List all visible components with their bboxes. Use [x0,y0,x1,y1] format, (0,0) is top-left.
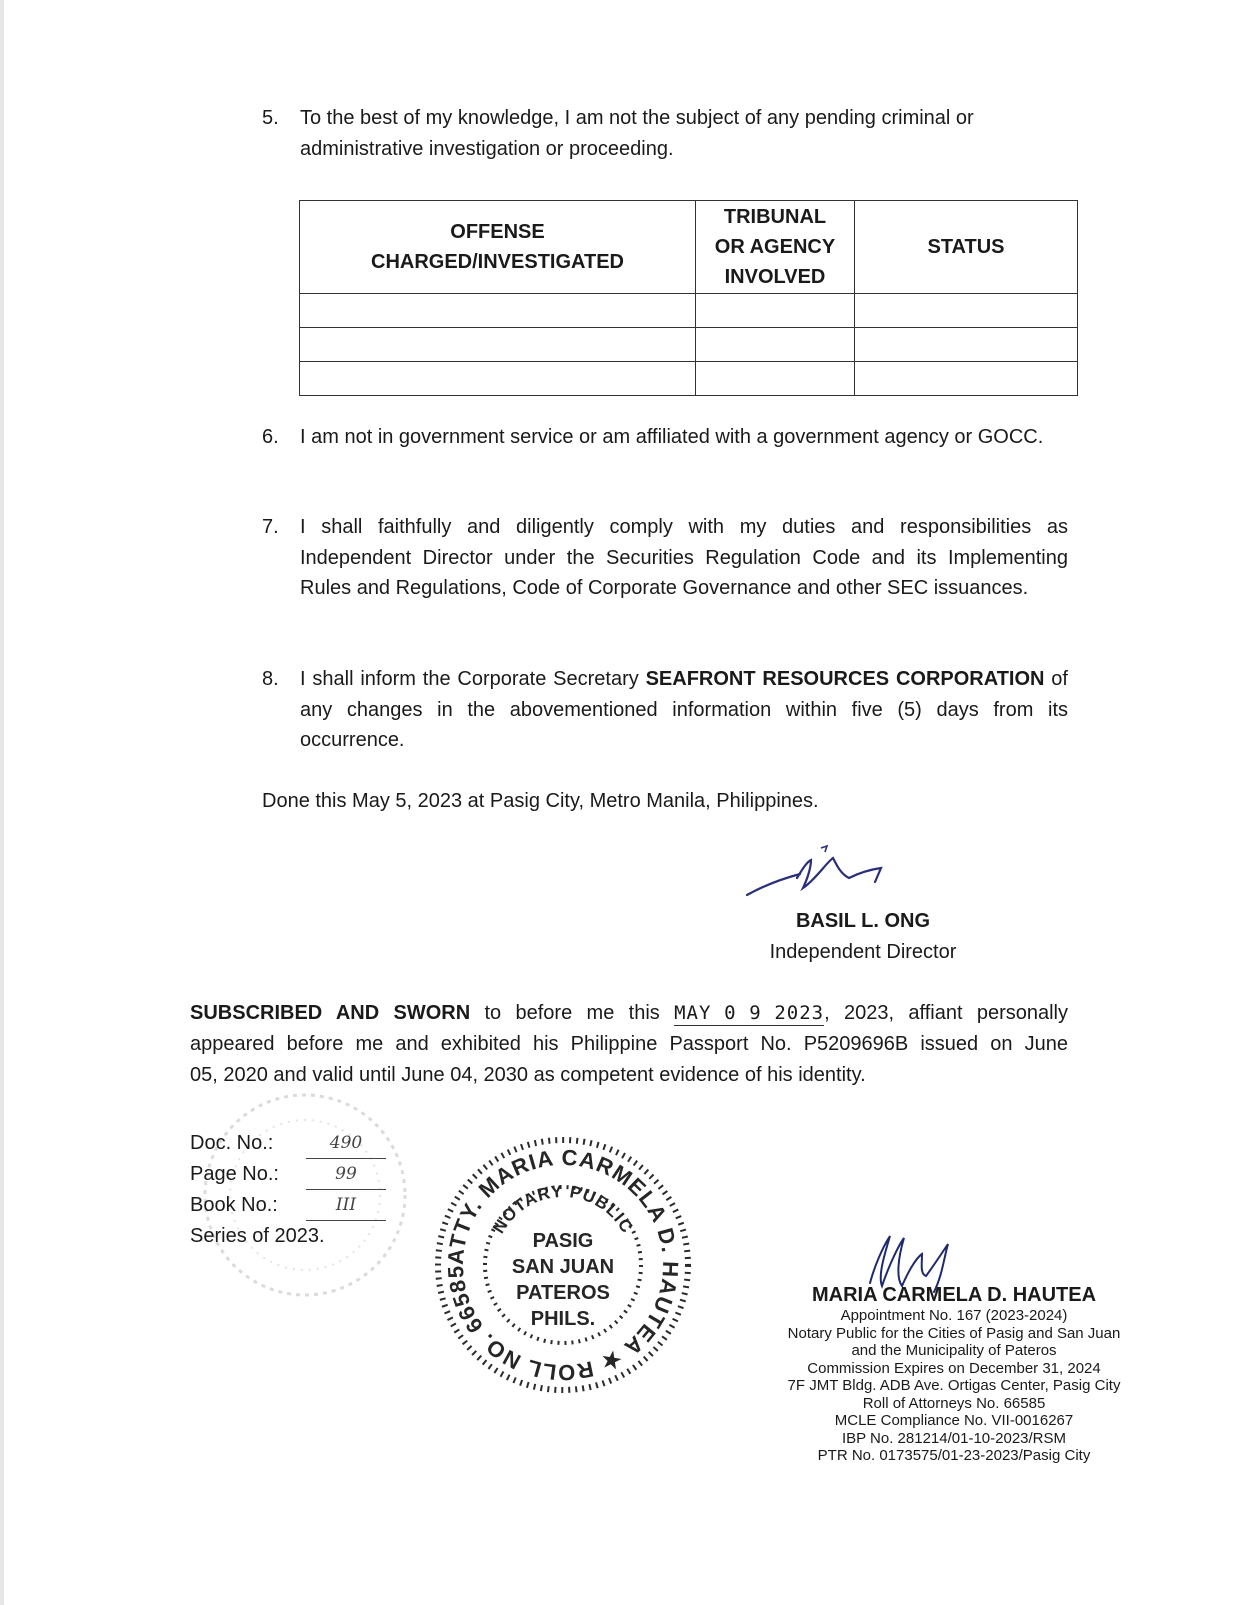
affiant-name: BASIL L. ONG [795,910,931,932]
jurat-line-1: SUBSCRIBED AND SWORN to before me this MAY 0 9 2023, 2023, affiant personally [190,1002,1068,1024]
header-offense: OFFENSE CHARGED/INVESTIGATED [300,201,696,294]
company-name: SEAFRONT RESOURCES CORPORATION [645,668,1045,690]
jurat-line-2: appeared before me and exhibited his Philippine Passport No. P5209696B issued on June [190,1033,1068,1055]
header-tribunal: TRIBUNAL OR AGENCY INVOLVED [696,201,855,294]
table-cell [855,294,1078,328]
page-edge-shadow [0,0,4,1605]
seal-line-4: PHILS. [530,1308,596,1330]
jurat-paragraph [190,998,1068,1091]
doc-no-value: 490 [306,1128,386,1159]
jurat-line-3: 05, 2020 and valid until June 04, 2030 as competent evidence of his identity. [190,1064,866,1086]
table-row [300,328,1078,362]
item-text: I shall faithfully and diligently comply with my duties and responsibilities as Independent Director under the Securities Regulation Code and its Implementing Rules and Regulations, Code of Corporate Governance and other SEC issuances. [300,516,1068,599]
notary-line-6: Roll of Attorneys No. 66585 [862,1394,1046,1412]
seal-outer-text: ATTY. MARIA CARMELA D. HAUTEA ★ ROLL NO. 66585 [442,1144,684,1386]
page-no-value: 99 [306,1159,386,1190]
item-text: To the best of my knowledge, I am not the subject of any pending criminal or administrative investigation or proceeding. [300,107,974,160]
notary-line-7: MCLE Compliance No. VII-0016267 [834,1412,1074,1429]
table-cell [855,362,1078,396]
table-cell [696,362,855,396]
book-no-row: Book No.: III [190,1190,386,1221]
notary-line-4: Commission Expires on December 31, 2024 [807,1359,1101,1377]
seal-line-3: PATEROS [516,1282,610,1304]
seal-inner-text: NOTARY PUBLIC [489,1181,637,1237]
list-item-6 [262,422,1068,453]
affiant-signature [745,840,915,910]
table-header-row [300,201,1078,294]
table-cell [855,328,1078,362]
item-number: 7. [262,516,279,538]
affiant-title: Independent Director [769,941,957,963]
item-number: 6. [262,426,279,448]
page-no-row: Page No.: 99 [190,1159,386,1190]
series-row: Series of 2023. [190,1225,325,1247]
list-item-8 [262,664,1068,756]
notary-name: MARIA CARMELA D. HAUTEA [811,1284,1097,1306]
header-status: STATUS [855,201,1078,294]
table-cell [696,294,855,328]
date-stamp: MAY 0 9 2023 [674,1002,825,1024]
notary-line-1: Appointment No. 167 (2023-2024) [840,1307,1068,1324]
investigation-table [299,200,1078,396]
notary-line-2: Notary Public for the Cities of Pasig and San Juan [787,1324,1121,1342]
item-number: 8. [262,668,279,690]
seal-line-2: SAN JUAN [511,1256,615,1278]
table-row [300,294,1078,328]
notary-line-8: IBP No. 281214/01-10-2023/RSM [841,1429,1067,1447]
item-text: I shall inform the Corporate Secretary SEAFRONT RESOURCES CORPORATION of any changes in the abovementioned information within five (5) days from its occurrence. [300,668,1068,751]
notary-line-3: and the Municipality of Pateros [851,1342,1057,1359]
list-item-5 [262,103,1068,164]
doc-no-row: Doc. No.: 490 [190,1128,386,1159]
item-number: 5. [262,107,279,129]
notary-line-5: 7F JMT Bldg. ADB Ave. Ortigas Center, Pasig City [787,1377,1121,1394]
list-item-7 [262,512,1068,604]
table-cell [696,328,855,362]
table-row [300,362,1078,396]
table-cell [300,362,696,396]
book-no-value: III [306,1190,386,1221]
notary-seal-icon [433,1135,693,1395]
seal-line-1: PASIG [532,1230,594,1252]
notary-details [764,1283,1144,1465]
svg-text:NOTARY PUBLIC [489,1182,637,1237]
table-cell [300,328,696,362]
notary-line-9: PTR No. 0173575/01-23-2023/Pasig City [817,1447,1091,1464]
item-text: I am not in government service or am affiliated with a government agency or GOCC. [300,426,1044,448]
notarial-register-block [190,1128,386,1251]
execution-line: Done this May 5, 2023 at Pasig City, Metro Manila, Philippines. [262,790,819,812]
table-cell [300,294,696,328]
